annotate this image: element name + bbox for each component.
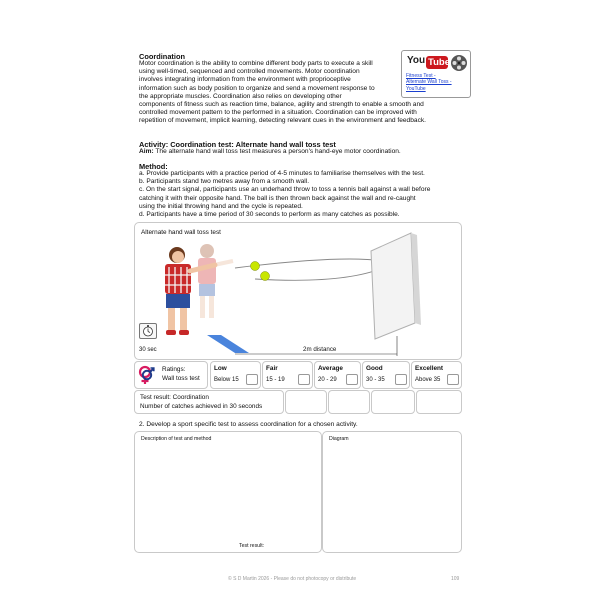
rating-level-range: Below 15 xyxy=(214,377,239,383)
rating-level-range: 15 - 19 xyxy=(266,377,285,383)
activity-heading: Activity: Coordination test: Alternate hand wall toss test xyxy=(139,140,336,149)
description-answer-box[interactable] xyxy=(134,431,322,553)
distance-label: 2m distance xyxy=(303,346,337,353)
ratings-test-name: Wall toss test xyxy=(162,375,200,382)
ratings-label-cell xyxy=(134,361,208,389)
coordination-line: repetition of movement, implicit learning, detecting relevant cues in the environment and feedback. xyxy=(139,117,426,125)
description-label: Description of test and method xyxy=(141,436,212,442)
rating-checkbox-good[interactable] xyxy=(395,374,407,385)
coordination-line: controlled movement pattern to the performed in a situation. Coordination can be improved with xyxy=(139,109,417,117)
coordination-heading: Coordination xyxy=(139,52,185,61)
illustration-title: Alternate hand wall toss test xyxy=(141,229,221,236)
test-result-line: Test result: Coordination xyxy=(140,394,209,401)
coordination-line: involves integrating information from the environment with proprioceptive xyxy=(139,76,351,84)
coordination-line: information such as body position to organize and send a movement response to xyxy=(139,84,375,92)
aim-label: Aim: xyxy=(139,148,154,155)
result-entry-box[interactable] xyxy=(371,390,415,414)
test-result-label: Test result: xyxy=(239,543,265,549)
gender-symbol-icon xyxy=(137,364,155,386)
method-step: using the initial throwing hand and the cycle is repeated. xyxy=(139,202,303,210)
rating-fair xyxy=(262,361,313,389)
coordination-line: Motor coordination is the ability to combine different body parts to execute a skill xyxy=(139,60,373,67)
coordination-line: using well-timed, sequenced and controlled movements. Motor coordination xyxy=(139,68,360,76)
result-entry-box[interactable] xyxy=(285,390,327,414)
coordination-line: components of fitness such as reaction time, balance, agility and strength to enable a smooth and xyxy=(139,101,424,108)
aim-text: The alternate hand wall toss test measures a person's hand-eye motor coordination. xyxy=(153,148,401,155)
result-entry-box[interactable] xyxy=(328,390,370,414)
rating-checkbox-fair[interactable] xyxy=(298,374,310,385)
rating-checkbox-excellent[interactable] xyxy=(447,374,459,385)
youtube-link[interactable]: Fitness Test - Alternate Wall Toss - YouTube xyxy=(406,73,452,92)
film-reel-icon xyxy=(450,54,468,72)
method-step: d. Participants have a time period of 30 seconds to perform as many catches as possible. xyxy=(139,211,400,218)
rating-excellent xyxy=(411,361,462,389)
rating-level-name: Low xyxy=(214,365,227,372)
method-heading: Method: xyxy=(139,162,168,171)
youtube-logo: You Tube xyxy=(407,55,450,68)
test-result-label-cell xyxy=(134,390,284,414)
illustration-panel xyxy=(134,222,462,360)
rating-checkbox-low[interactable] xyxy=(246,374,258,385)
test-result-line: Number of catches achieved in 30 seconds xyxy=(140,402,263,410)
diagram-answer-box[interactable] xyxy=(322,431,462,553)
diagram-label: Diagram xyxy=(329,436,349,442)
rating-level-range: 20 - 29 xyxy=(318,377,337,383)
youtube-video-card[interactable] xyxy=(401,50,471,98)
page-number: 109 xyxy=(451,576,460,582)
method-step: catching it with their opposite hand. The ball is then thrown back against the wall and re-caught xyxy=(139,194,416,202)
rating-average xyxy=(314,361,361,389)
rating-level-name: Average xyxy=(318,365,343,372)
result-entry-box[interactable] xyxy=(416,390,462,414)
ratings-label: Ratings: xyxy=(162,366,186,373)
wall-toss-illustration xyxy=(135,223,461,359)
rating-level-name: Good xyxy=(366,365,383,372)
method-step: a. Provide participants with a practice period of 4-5 minutes to familiarise themselves with the test. xyxy=(139,170,425,177)
method-step: c. On the start signal, participants use an underhand throw to toss a tennis ball against a wall before xyxy=(139,186,431,194)
rating-low xyxy=(210,361,261,389)
question-2: 2. Develop a sport specific test to assess coordination for a chosen activity. xyxy=(139,421,358,428)
rating-checkbox-average[interactable] xyxy=(346,374,358,385)
aim-line xyxy=(139,148,401,155)
timer-label: 30 sec xyxy=(139,347,157,353)
rating-level-range: 30 - 35 xyxy=(366,377,385,383)
rating-good xyxy=(362,361,410,389)
rating-level-name: Excellent xyxy=(415,365,444,372)
rating-level-range: Above 35 xyxy=(415,377,441,383)
copyright-footer: © S D Martin 2026 - Please do not photocopy or distribute xyxy=(228,576,357,582)
stopwatch-icon xyxy=(139,323,157,339)
rating-level-name: Fair xyxy=(266,365,278,372)
coordination-line: the appropriate muscles. Coordination also relies on developing other xyxy=(139,92,342,100)
method-step: b. Participants stand two metres away from a smooth wall. xyxy=(139,178,310,186)
